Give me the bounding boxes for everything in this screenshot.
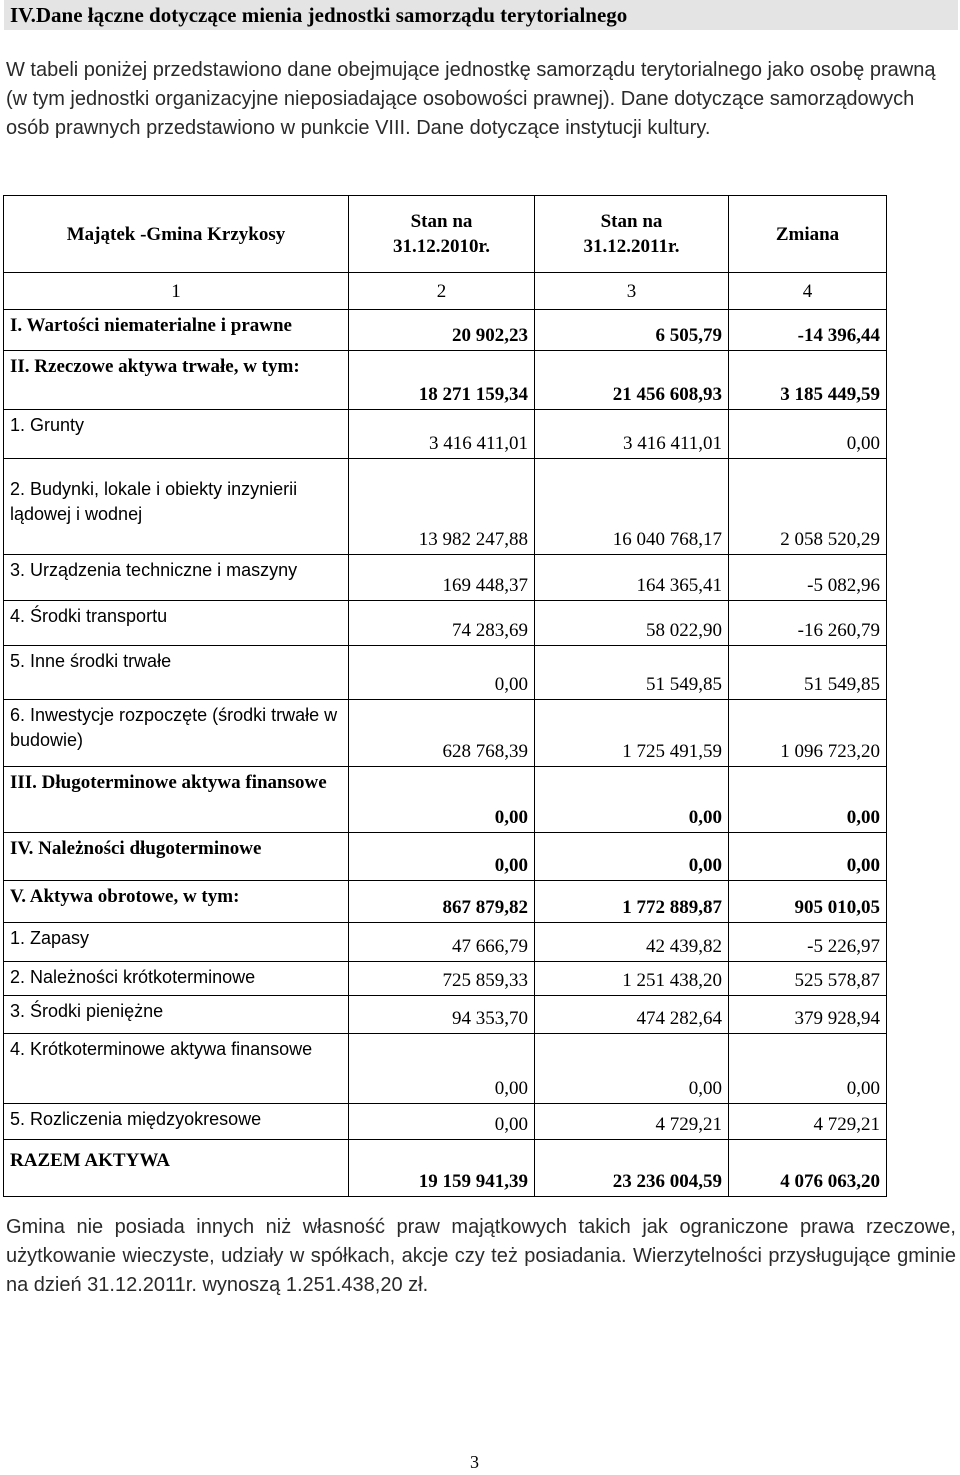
value-2010: 0,00 [349,1104,535,1140]
value-2010: 867 879,82 [349,881,535,923]
table-header-row [4,196,887,273]
assets-table [3,195,887,1197]
value-2010: 13 982 247,88 [349,459,535,555]
row-label: 4. Krótkoterminowe aktywa finansowe [4,1034,349,1104]
value-change: 4 729,21 [729,1104,887,1140]
value-2011: 0,00 [535,1034,729,1104]
table-row-total [4,1140,887,1197]
header-asset: Majątek -Gmina Krzykosy [4,196,349,273]
row-label: IV. Należności długoterminowe [4,833,349,881]
value-2011: 21 456 608,93 [535,351,729,410]
value-2011: 474 282,64 [535,996,729,1034]
value-2011: 6 505,79 [535,310,729,351]
row-label: 3. Urządzenia techniczne i maszyny [4,555,349,601]
value-change: -5 226,97 [729,923,887,962]
value-change: 525 578,87 [729,962,887,996]
value-2010: 47 666,79 [349,923,535,962]
table-row [4,767,887,833]
column-number-row [4,273,887,310]
value-2011: 58 022,90 [535,601,729,646]
value-change: -16 260,79 [729,601,887,646]
table-row [4,351,887,410]
row-label: 2. Budynki, lokale i obiekty inzynierii lądowej i wodnej [4,459,349,555]
row-label: 5. Inne środki trwałe [4,646,349,700]
row-label: 6. Inwestycje rozpoczęte (środki trwałe w budowie) [4,700,349,767]
value-2010: 18 271 159,34 [349,351,535,410]
value-2010: 725 859,33 [349,962,535,996]
column-number: 1 [4,273,349,310]
table-row [4,833,887,881]
table-row [4,410,887,459]
value-change: 1 096 723,20 [729,700,887,767]
table-row [4,996,887,1034]
header-2011-text: Stan na 31.12.2011r. [583,211,680,257]
value-2011: 4 729,21 [535,1104,729,1140]
header-2010 [349,196,535,273]
value-2010: 628 768,39 [349,700,535,767]
value-2010: 0,00 [349,1034,535,1104]
row-label: 1. Zapasy [4,923,349,962]
value-change: 379 928,94 [729,996,887,1034]
row-label: I. Wartości niematerialne i prawne [4,310,349,351]
table-row [4,1104,887,1140]
value-2011: 1 725 491,59 [535,700,729,767]
header-change: Zmiana [729,196,887,273]
header-2011 [535,196,729,273]
row-label: 1. Grunty [4,410,349,459]
table-row [4,700,887,767]
column-number: 4 [729,273,887,310]
row-label: 4. Środki transportu [4,601,349,646]
column-number: 3 [535,273,729,310]
column-number: 2 [349,273,535,310]
row-label: V. Aktywa obrotowe, w tym: [4,881,349,923]
header-2010-text: Stan na 31.12.2010r. [393,211,490,257]
value-change: 0,00 [729,833,887,881]
value-change: 0,00 [729,1034,887,1104]
value-2010: 94 353,70 [349,996,535,1034]
value-2011: 0,00 [535,767,729,833]
value-2011: 16 040 768,17 [535,459,729,555]
page-number: 3 [470,1452,479,1472]
value-change: 3 185 449,59 [729,351,887,410]
value-2011: 3 416 411,01 [535,410,729,459]
value-change: 51 549,85 [729,646,887,700]
value-2011: 1 772 889,87 [535,881,729,923]
value-change: -5 082,96 [729,555,887,601]
value-change: 905 010,05 [729,881,887,923]
value-2010: 0,00 [349,646,535,700]
section-heading: IV.Dane łączne dotyczące mienia jednostki samorządu terytorialnego [10,3,628,27]
row-label: III. Długoterminowe aktywa finansowe [4,767,349,833]
value-2010: 0,00 [349,833,535,881]
row-label: 3. Środki pieniężne [4,996,349,1034]
value-2011: 1 251 438,20 [535,962,729,996]
value-2011: 164 365,41 [535,555,729,601]
value-change: 4 076 063,20 [729,1140,887,1197]
value-2010: 3 416 411,01 [349,410,535,459]
value-change: 0,00 [729,767,887,833]
value-2010: 0,00 [349,767,535,833]
table-row [4,646,887,700]
row-label: 5. Rozliczenia międzyokresowe [4,1104,349,1140]
table-row [4,601,887,646]
value-2010: 19 159 941,39 [349,1140,535,1197]
value-2011: 23 236 004,59 [535,1140,729,1197]
footer-paragraph: Gmina nie posiada innych niż własność praw majątkowych takich jak ograniczone prawa rzeczowe, użytkowanie wieczyste, udziały w spółkach, akcje czy też posiadania. Wierzytelności przysługujące gminie na dzień 31.12.2011r. wynoszą 1.251.438,20 zł. [6,1216,956,1296]
value-2010: 74 283,69 [349,601,535,646]
table-row [4,881,887,923]
table-row [4,923,887,962]
value-2010: 169 448,37 [349,555,535,601]
value-change: -14 396,44 [729,310,887,351]
value-change: 0,00 [729,410,887,459]
table-row [4,310,887,351]
row-label: II. Rzeczowe aktywa trwałe, w tym: [4,351,349,410]
value-2011: 51 549,85 [535,646,729,700]
value-2011: 42 439,82 [535,923,729,962]
table-row [4,459,887,555]
intro-paragraph: W tabeli poniżej przedstawiono dane obejmujące jednostkę samorządu terytorialnego jako osobę prawną (w tym jednostki organizacyjne nieposiadające osobowości prawnej). Dane dotyczące samorządowych osób prawnych przedstawiono w punkcie VIII. Dane dotyczące instytucji kultury. [6,59,936,139]
value-change: 2 058 520,29 [729,459,887,555]
table-row [4,962,887,996]
table-row [4,1034,887,1104]
value-2010: 20 902,23 [349,310,535,351]
row-label: 2. Należności krótkoterminowe [4,962,349,996]
row-label: RAZEM AKTYWA [4,1140,349,1197]
table-row [4,555,887,601]
value-2011: 0,00 [535,833,729,881]
